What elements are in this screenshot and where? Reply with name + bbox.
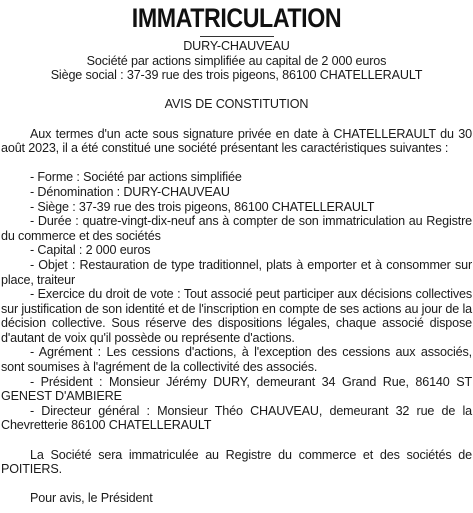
item-duree: - Durée : quatre-vingt-dix-neuf ans à compter de son immatriculation au Registre du commerce et des sociétés — [1, 214, 472, 243]
company-header — [1, 39, 472, 83]
section-heading: AVIS DE CONSTITUTION — [164, 97, 309, 112]
spacer — [1, 477, 472, 492]
item-siege: - Siège : 37-39 rue des trois pigeons, 86100 CHATELLERAULT — [30, 199, 375, 214]
signature-line: Pour avis, le Président — [30, 491, 153, 506]
title-divider — [200, 36, 274, 37]
item-objet: - Objet : Restauration de type traditionnel, plats à emporter et à consommer sur place, traiteur — [1, 257, 472, 287]
spacer — [1, 156, 472, 171]
item-directeur: - Directeur général : Monsieur Théo CHAUVEAU, demeurant 32 rue de la Chevretterie 86100 CHATELLERAULT — [1, 403, 472, 433]
spacer — [1, 433, 472, 448]
notice-title: IMMATRICULATION — [131, 3, 342, 33]
registered-office: Siège social : 37-39 rue des trois pigeons, 86100 CHATELLERAULT — [50, 68, 423, 83]
intro-paragraph: Aux termes d'un acte sous signature privée en date à CHATELLERAULT du 30 août 2023, il a été constitué une société présentant les caractéristiques suivantes : — [1, 126, 472, 156]
item-denomination: - Dénomination : DURY-CHAUVEAU — [30, 184, 230, 199]
item-president: - Président : Monsieur Jérémy DURY, demeurant 34 Grand Rue, 86140 ST GENEST D'AMBIERE — [1, 374, 472, 404]
item-capital: - Capital : 2 000 euros — [30, 243, 151, 258]
item-agrement: - Agrément : Les cessions d'actions, à l'exception des cessions aux associés, sont soumises à l'agrément de la collectivité des associés. — [1, 345, 472, 375]
item-forme: - Forme : Société par actions simplifiée — [30, 170, 242, 185]
spacer — [1, 83, 472, 98]
characteristics-list — [1, 170, 472, 433]
registration-statement: La Société sera immatriculée au Registre du commerce et des sociétés de POITIERS. — [1, 447, 472, 477]
item-vote: - Exercice du droit de vote : Tout associé peut participer aux décisions collectives sur justification de son identité et de l'inscription en compte de ses actions au jour de la décision collective. Sous réserve des dispositions légales, chaque associé dispose d'autant de voix qu'il possède ou représente d'actions. — [1, 287, 472, 345]
spacer — [1, 112, 472, 127]
company-form-capital: Société par actions simplifiée au capital de 2 000 euros — [86, 53, 387, 68]
company-name: DURY-CHAUVEAU — [183, 39, 290, 53]
